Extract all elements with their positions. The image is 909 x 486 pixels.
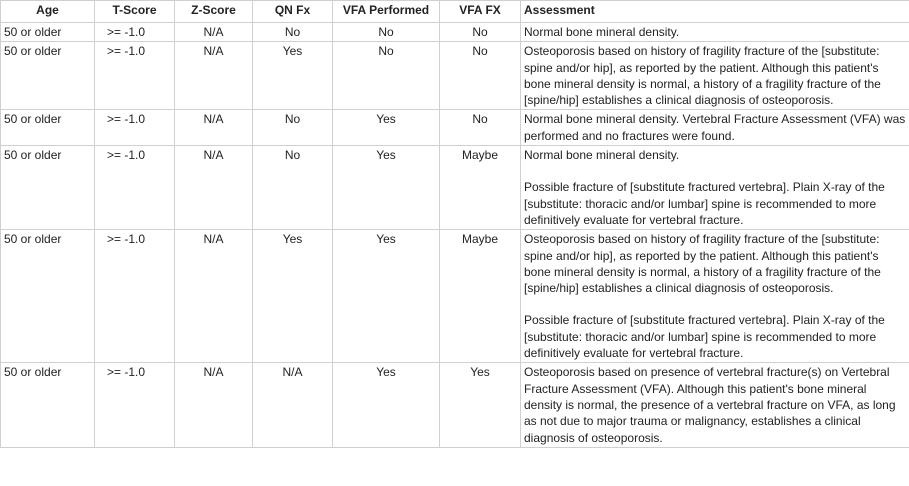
cell-age: 50 or older xyxy=(1,110,95,146)
assessment-paragraph: Possible fracture of [substitute fractured vertebra]. Plain X-ray of the [substitute: thoracic and/or lumbar] spine is recommended to more definitively evaluate for vertebral fracture. xyxy=(524,313,885,361)
cell-assessment xyxy=(521,363,909,447)
cell-t-score: >= -1.0 xyxy=(95,146,175,230)
cell-qn-fx: N/A xyxy=(253,363,333,447)
cell-vfa-fx: No xyxy=(440,110,521,146)
cell-qn-fx: No xyxy=(253,110,333,146)
header-z-score: Z-Score xyxy=(175,1,253,23)
paragraph-gap xyxy=(524,163,906,179)
table-row xyxy=(1,230,909,363)
table-row xyxy=(1,363,909,447)
cell-z-score: N/A xyxy=(175,110,253,146)
cell-age: 50 or older xyxy=(1,146,95,230)
assessment-paragraph: Normal bone mineral density. Vertebral Fracture Assessment (VFA) was performed and no fractures were found. xyxy=(524,112,906,143)
cell-vfa-fx: No xyxy=(440,42,521,110)
assessment-paragraph: Normal bone mineral density. xyxy=(524,148,680,163)
cell-vfa-fx: Maybe xyxy=(440,146,521,230)
header-vfa-fx: VFA FX xyxy=(440,1,521,23)
assessment-paragraph: Osteoporosis based on presence of vertebral fracture(s) on Vertebral Fracture Assessment (VFA). Although this patient's bone mineral density is normal, the presence of a vertebral fracture on VFA, as long as not due to major trauma or malignancy, establishes a clinical diagnosis of osteoporosis. xyxy=(524,365,896,445)
cell-qn-fx: Yes xyxy=(253,42,333,110)
cell-age: 50 or older xyxy=(1,230,95,363)
cell-vfa-performed: Yes xyxy=(333,110,440,146)
header-t-score: T-Score xyxy=(95,1,175,23)
cell-vfa-performed: No xyxy=(333,23,440,42)
cell-z-score: N/A xyxy=(175,146,253,230)
cell-age: 50 or older xyxy=(1,23,95,42)
cell-age: 50 or older xyxy=(1,42,95,110)
cell-t-score: >= -1.0 xyxy=(95,23,175,42)
cell-vfa-fx: Maybe xyxy=(440,230,521,363)
cell-t-score: >= -1.0 xyxy=(95,110,175,146)
cell-vfa-performed: Yes xyxy=(333,146,440,230)
cell-assessment xyxy=(521,230,909,363)
header-age: Age xyxy=(1,1,95,23)
header-qn-fx: QN Fx xyxy=(253,1,333,23)
cell-assessment xyxy=(521,110,909,146)
paragraph-gap xyxy=(524,296,906,312)
cell-qn-fx: No xyxy=(253,23,333,42)
cell-vfa-fx: Yes xyxy=(440,363,521,447)
cell-age: 50 or older xyxy=(1,363,95,447)
cell-vfa-performed: No xyxy=(333,42,440,110)
cell-z-score: N/A xyxy=(175,230,253,363)
cell-t-score: >= -1.0 xyxy=(95,230,175,363)
assessment-paragraph: Osteoporosis based on history of fragility fracture of the [substitute: spine and/or hip], as reported by the patient. Although this patient's bone mineral density is normal, a history of a fragility fracture of the [spine/hip] establishes a clinical diagnosis of osteoporosis. xyxy=(524,232,881,296)
cell-vfa-performed: Yes xyxy=(333,363,440,447)
header-assessment: Assessment xyxy=(521,1,909,23)
cell-vfa-performed: Yes xyxy=(333,230,440,363)
cell-t-score: >= -1.0 xyxy=(95,363,175,447)
cell-assessment xyxy=(521,146,909,230)
cell-qn-fx: No xyxy=(253,146,333,230)
header-vfa-performed: VFA Performed xyxy=(333,1,440,23)
assessment-paragraph: Possible fracture of [substitute fractured vertebra]. Plain X-ray of the [substitute: thoracic and/or lumbar] spine is recommended to more definitively evaluate for vertebral fracture. xyxy=(524,180,885,227)
cell-qn-fx: Yes xyxy=(253,230,333,363)
assessment-paragraph: Normal bone mineral density. xyxy=(524,25,680,39)
table-row xyxy=(1,23,909,42)
cell-z-score: N/A xyxy=(175,363,253,447)
table-row xyxy=(1,110,909,146)
cell-assessment xyxy=(521,23,909,42)
table-row xyxy=(1,42,909,110)
cell-z-score: N/A xyxy=(175,23,253,42)
cell-t-score: >= -1.0 xyxy=(95,42,175,110)
table-row xyxy=(1,146,909,230)
header-row xyxy=(1,1,909,23)
cell-assessment xyxy=(521,42,909,110)
assessment-paragraph: Osteoporosis based on history of fragility fracture of the [substitute: spine and/or hip], as reported by the patient. Although this patient's bone mineral density is normal, a history of a fragility fracture of the [spine/hip] establishes a clinical diagnosis of osteoporosis. xyxy=(524,44,881,108)
cell-vfa-fx: No xyxy=(440,23,521,42)
cell-z-score: N/A xyxy=(175,42,253,110)
